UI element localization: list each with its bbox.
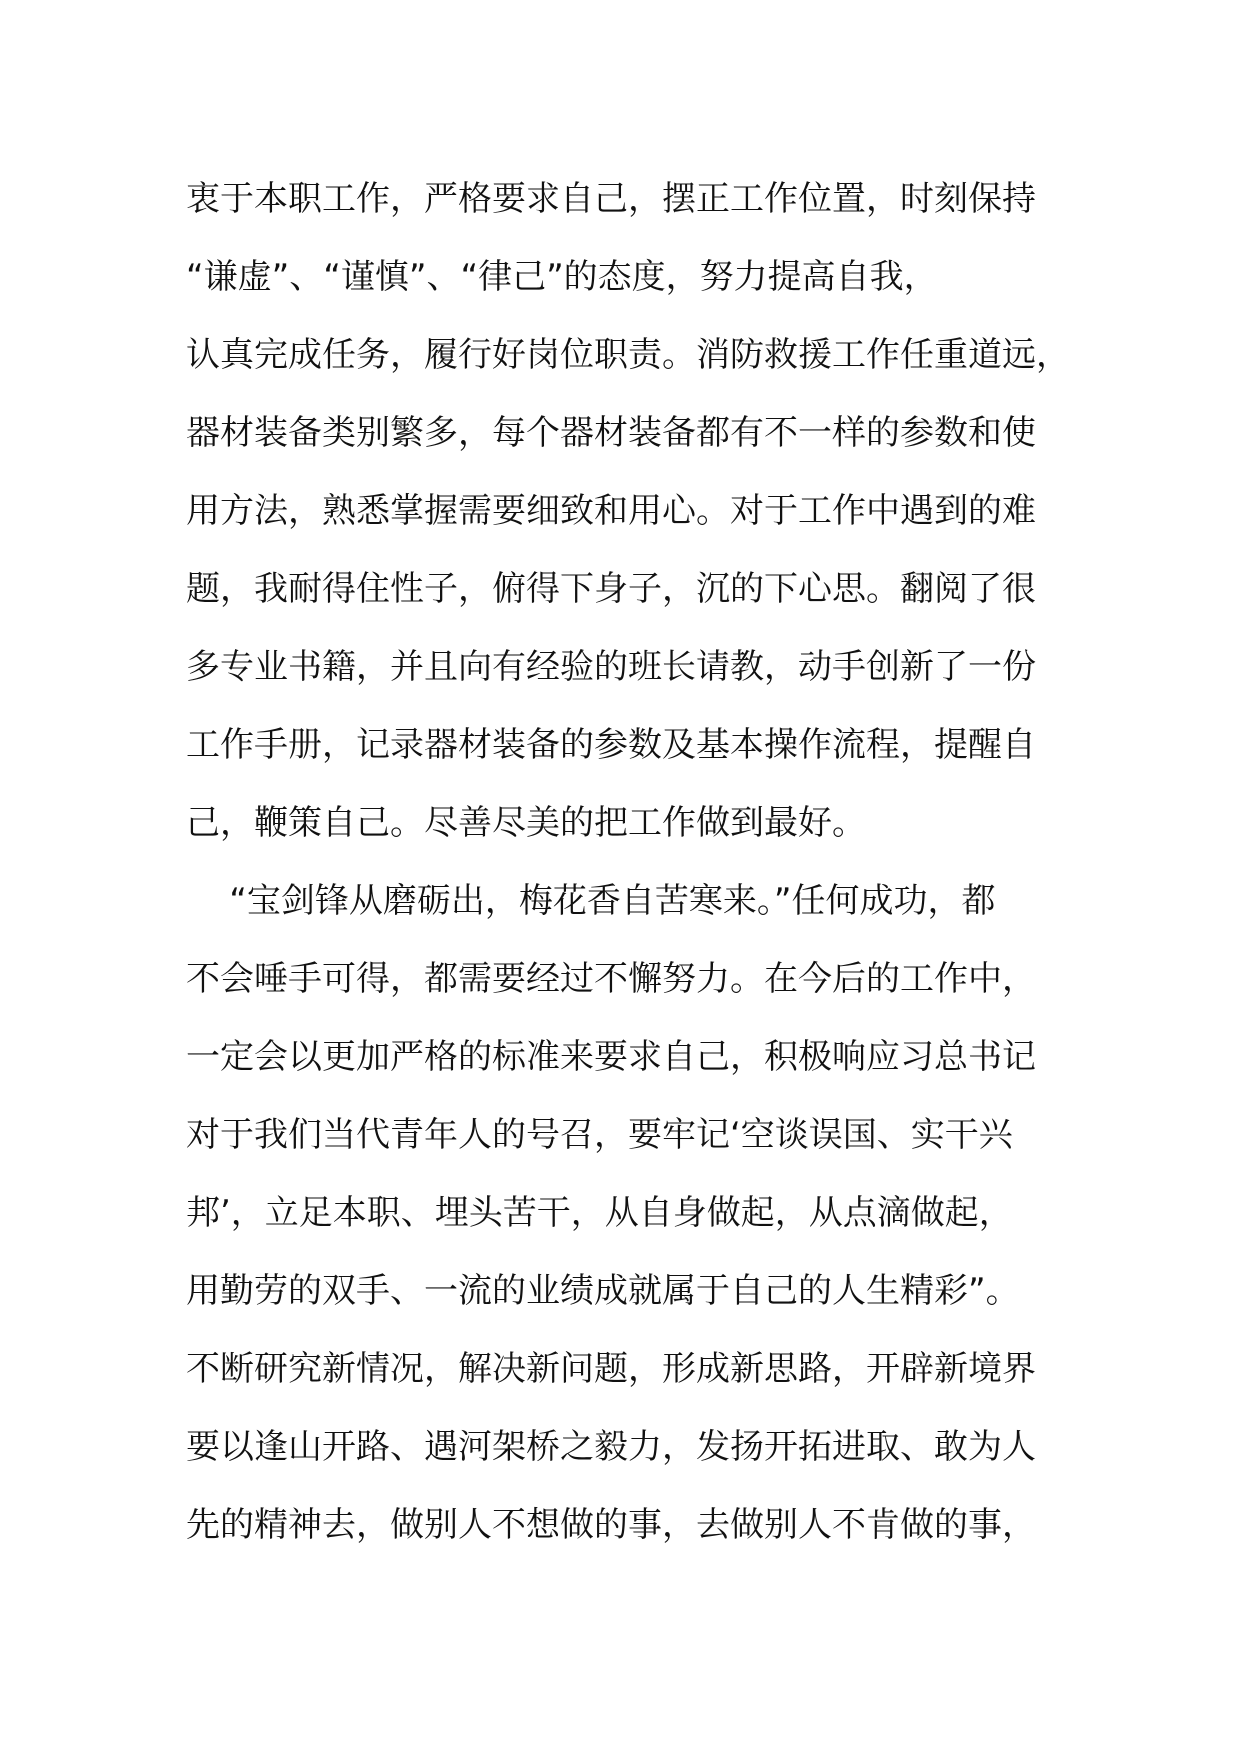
text-line: “谦虚”、“谨慎”、“律己”的态度，努力提高自我， bbox=[186, 257, 938, 297]
text-line: 不断研究新情况，解决新问题，形成新思路，开辟新境界 bbox=[186, 1349, 1036, 1389]
text-line: 工作手册，记录器材装备的参数及基本操作流程，提醒自 bbox=[186, 725, 1036, 765]
text-line: 己，鞭策自己。尽善尽美的把工作做到最好。 bbox=[186, 803, 866, 843]
text-line: 一定会以更加严格的标准来要求自己，积极响应习总书记 bbox=[186, 1037, 1036, 1077]
text-line: 不会唾手可得，都需要经过不懈努力。在今后的工作中， bbox=[186, 959, 1036, 999]
text-line: 器材装备类别繁多，每个器材装备都有不一样的参数和使 bbox=[186, 413, 1036, 453]
body-text bbox=[186, 160, 1086, 1564]
text-line: 用方法，熟悉掌握需要细致和用心。对于工作中遇到的难 bbox=[186, 491, 1036, 531]
text-line: 题，我耐得住性子，俯得下身子，沉的下心思。翻阅了很 bbox=[186, 569, 1036, 609]
text-line: 要以逢山开路、遇河架桥之毅力，发扬开拓进取、敢为人 bbox=[186, 1427, 1036, 1467]
text-line: 衷于本职工作，严格要求自己，摆正工作位置，时刻保持 bbox=[186, 179, 1036, 219]
text-line: 对于我们当代青年人的号召，要牢记‘空谈误国、实干兴 bbox=[186, 1115, 1013, 1155]
text-line: 邦’，立足本职、埋头苦干，从自身做起，从点滴做起， bbox=[186, 1193, 1013, 1233]
text-line: 多专业书籍，并且向有经验的班长请教，动手创新了一份 bbox=[186, 647, 1036, 687]
text-line: 用勤劳的双手、一流的业绩成就属于自己的人生精彩”。 bbox=[186, 1271, 1020, 1311]
text-line: 认真完成任务，履行好岗位职责。消防救援工作任重道远， bbox=[186, 335, 1070, 375]
text-line: 先的精神去，做别人不想做的事，去做别人不肯做的事， bbox=[186, 1505, 1036, 1545]
text-line: “宝剑锋从磨砺出，梅花香自苦寒来。”任何成功，都 bbox=[186, 881, 996, 921]
